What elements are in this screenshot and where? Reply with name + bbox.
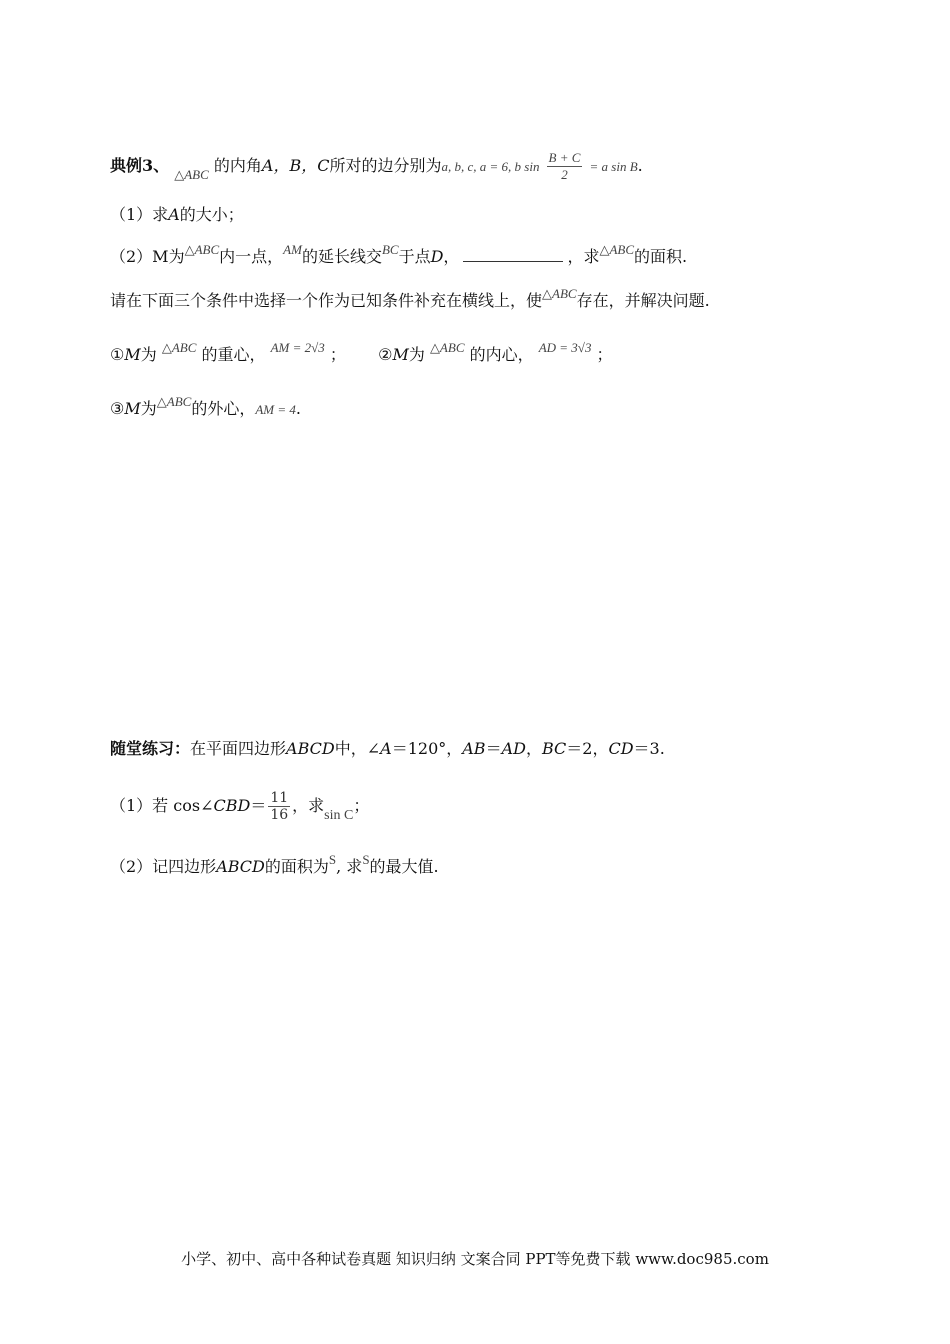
practice-question-1 [110,790,369,823]
angles-label: A，B，C [261,156,330,175]
practice-bc: BC [541,739,567,758]
practice-text-2: 中，∠ [334,739,381,758]
condition-3-m: M [124,399,141,418]
q2-am: AM [283,242,302,257]
q1-prefix: （1）求 [110,205,169,224]
condition-3-math: AM = 4 [255,402,296,417]
practice-text-1: 在平面四边形 [190,739,287,758]
practice-q1-fraction [268,790,290,823]
practice-statement [110,738,665,760]
choose-condition-instruction [110,286,710,313]
q2-point-d: D [430,247,444,266]
q2-prefix: （2）M为 [110,247,185,266]
condition-1-text-1: 为 [140,345,157,364]
practice-q2-prefix: （2）记四边形 [110,857,217,876]
condition-2-triangle: △ABC [429,340,465,355]
practice-angle-a: A [380,739,392,758]
practice-q1-math: sin C [324,808,354,823]
intro-text-2: 所对的边分别为 [329,156,442,175]
q2-text-3: 于点 [398,247,431,266]
practice-cd: CD [608,739,634,758]
practice-q1-mid: ，求 [292,796,325,815]
condition-3-end: . [295,399,301,418]
condition-1-text-2: 的重心， [201,345,266,364]
q2-text-6: 的面积. [634,247,688,266]
practice-text-5: ＝3. [633,739,665,758]
q2-triangle: △ABC [184,242,220,257]
condition-2-m: M [392,345,409,364]
condition-1-triangle: △ABC [161,340,197,355]
practice-abcd: ABCD [286,739,335,758]
q1-suffix: 的大小； [179,205,244,224]
condition-2-text-2: 的内心， [469,345,534,364]
triangle-abc-label: △ABC [174,167,209,182]
answer-blank [463,247,563,262]
practice-q1-cbd: CBD [213,796,251,815]
practice-text-3: ＝120°， [391,739,463,758]
condition-math-pre: a, b, c, a = 6, b sin [441,159,540,174]
practice-ab: AB [462,739,486,758]
condition-3-text-2: 的外心， [191,399,256,418]
practice-q2-s1: S [328,852,337,867]
example3-statement [110,150,643,183]
condition-1-m: M [124,345,141,364]
practice-q1-numerator: 11 [270,790,289,806]
conditions-1-2 [110,340,613,367]
condition-3-triangle: △ABC [156,394,192,409]
practice-q1-eq: ＝ [250,796,267,815]
q1-variable: A [168,205,180,224]
practice-q2-abcd: ABCD [216,857,265,876]
practice-ad: AD [501,739,526,758]
page-footer: 小学、初中、高中各种试卷真题 知识归纳 文案合同 PPT等免费下载 www.doc985.com [181,1250,769,1268]
choose-post: 存在，并解决问题. [576,291,710,310]
condition-2-mark: ② [378,345,393,364]
practice-q1-end: ； [353,796,370,815]
practice-text-4: ＝2， [566,739,609,758]
q2-text-5: ，求 [567,247,600,266]
q2-triangle-2: △ABC [599,242,635,257]
practice-question-2 [110,852,439,879]
practice-q1-denominator: 16 [270,807,289,823]
condition-3-mark: ③ [110,399,125,418]
practice-q2-text-1: 的面积为 [264,857,329,876]
condition-fraction [547,150,583,183]
q2-text-1: 内一点， [219,247,284,266]
choose-pre: 请在下面三个条件中选择一个作为已知条件补充在横线上，使 [110,291,543,310]
example3-question-1 [110,204,244,226]
practice-sep-1: ， [525,739,542,758]
choose-triangle: △ABC [542,286,577,301]
condition-2-text-1: 为 [408,345,425,364]
example3-heading: 典例3、 [110,156,170,175]
fraction-numerator: B + C [548,150,581,165]
condition-2-end: ； [596,345,613,364]
practice-q1-prefix: （1）若 cos∠ [110,796,214,815]
condition-1-mark: ① [110,345,125,364]
intro-text: 的内角 [213,156,262,175]
practice-heading: 随堂练习： [110,739,191,758]
condition-1-math: AM = 2√3 [270,340,325,355]
example3-question-2 [110,242,688,269]
condition-1-end: ； [329,345,346,364]
practice-q2-s2: S [362,852,370,867]
condition-math-post: = a sin B [589,159,638,174]
condition-3-text-1: 为 [140,399,157,418]
condition-3 [110,394,301,421]
q2-text-4: ， [443,247,460,266]
statement-period: . [637,156,643,175]
q2-bc: BC [381,242,399,257]
q2-text-2: 的延长线交 [301,247,382,266]
practice-eq-1: ＝ [485,739,502,758]
practice-q2-text-2: , 求 [336,857,363,876]
fraction-denominator: 2 [561,167,568,182]
practice-q2-text-3: 的最大值. [369,857,439,876]
condition-2-math: AD = 3√3 [538,340,592,355]
